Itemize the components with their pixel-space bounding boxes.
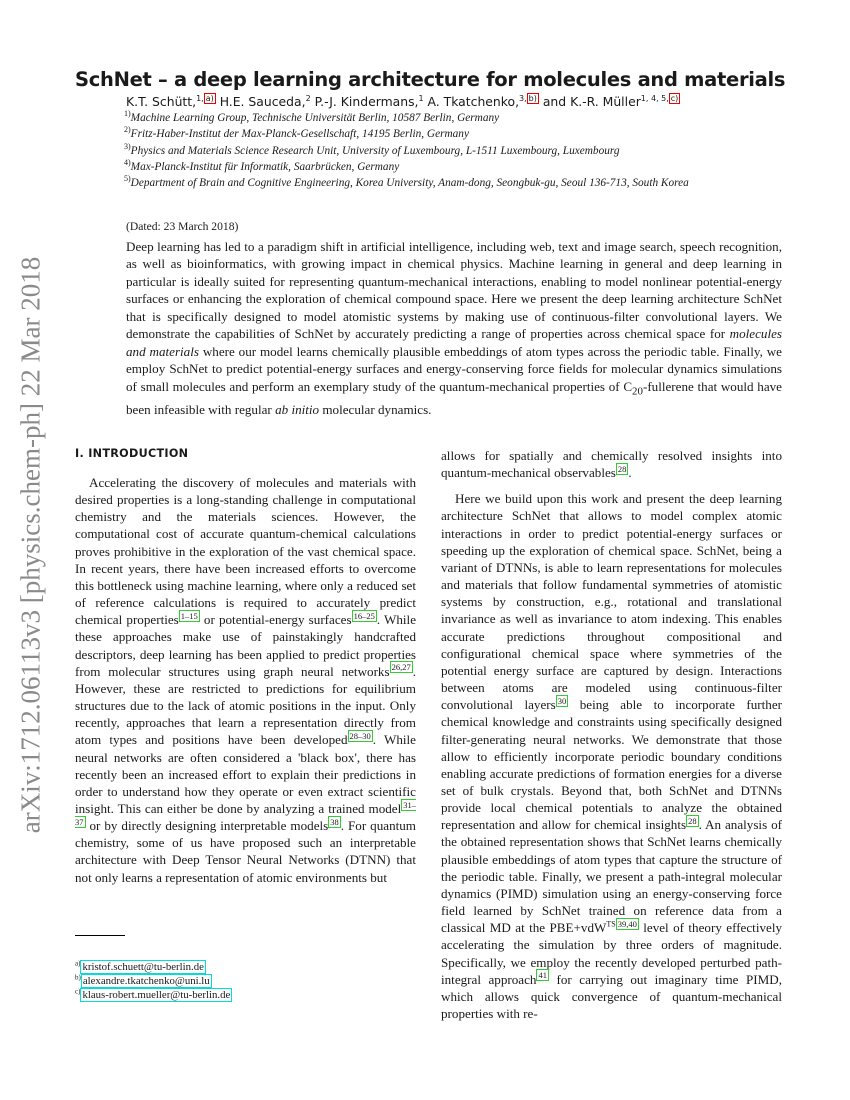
citation-link[interactable]: 31–37 xyxy=(75,799,416,827)
body-text: . An analysis of the obtained representation shows that SchNet learns chemically plausible embeddings of atom types that capture the structure of the periodic table. Finally, we present a path-integral molecular dynamics (PIMD) simulation using an energy-conserving force field learned by SchNet trained on reference data from a classical MD at the PBE+vdW xyxy=(441,817,783,936)
author-name: H.E. Sauceda, xyxy=(215,94,306,109)
author-list xyxy=(126,94,680,109)
subscript: 20 xyxy=(632,385,643,398)
paragraph xyxy=(75,474,416,886)
footnote xyxy=(75,960,232,974)
body-text: level of theory effectively accelerating the simulation by three orders of magnitude. Specifically, we employ the recently developed perturbed path-integral approach xyxy=(441,920,783,987)
footnote-mark: b) xyxy=(75,973,81,982)
body-text: . However, these are restricted to predictions for equilibrium structures due to the lack of atomic positions in the input. Only recently, approaches that learn a representation directly from atom types and positions have been developed xyxy=(75,663,416,748)
affiliation-text: Department of Brain and Cognitive Engineering, Korea University, Anam-dong, Seongbuk-gu, Seoul 136-713, South Korea xyxy=(130,177,689,190)
affiliation-text: Machine Learning Group, Technische Universität Berlin, 10587 Berlin, Germany xyxy=(130,112,500,124)
affiliation-text: Max-Planck-Institut für Informatik, Saarbrücken, Germany xyxy=(130,160,400,173)
body-text: allows for spatially and chemically resolved insights into quantum-mechanical observables xyxy=(441,448,782,481)
body-text: . While neural networks are often considered a 'black box', there has recently been an increased effort to explain their predictions in order to understand how they operate or even extract scientific insight. This can either be done by analyzing a trained model xyxy=(75,732,416,816)
citation-link[interactable]: 26,27 xyxy=(391,662,411,673)
affiliation xyxy=(124,126,774,142)
citation-link[interactable]: 28 xyxy=(688,815,697,826)
section-heading: I. INTRODUCTION xyxy=(75,447,189,460)
body-text: . xyxy=(628,465,632,481)
footnote xyxy=(75,988,232,1002)
footnote-rule xyxy=(75,935,125,936)
citation-link[interactable]: 38 xyxy=(330,816,339,827)
affiliation-number: 1) xyxy=(124,109,131,119)
citation-link[interactable]: 41 xyxy=(538,970,547,981)
footnote-mark: a) xyxy=(75,959,81,968)
footnote-link[interactable]: a) xyxy=(205,93,214,103)
body-text: being able to incorporate further chemical knowledge and constraints using specifically designed filter-generating neural networks. We demonstrate that those allow to efficiently incorporate periodic boundary conditions enabling accurate predictions of formation energies for a diverse set of bulk crystals. Beyond that, both SchNet and DTNNs provide local chemical potentials to analyze the obtained representation and allow for chemical insights xyxy=(441,697,782,833)
body-text: . While these approaches make use of painstakingly handcrafted descriptors, deep learning has been applied to predict properties from molecular structures using graph neural networks xyxy=(75,612,417,679)
citation-link[interactable]: 16–25 xyxy=(353,610,375,621)
citation-link[interactable]: 28–30 xyxy=(349,730,371,741)
footnote-link[interactable]: c) xyxy=(670,93,679,103)
footnote-mark: c) xyxy=(75,987,81,996)
author-name: and K.-R. Müller xyxy=(538,94,641,109)
right-column xyxy=(441,447,782,1022)
affiliation xyxy=(124,143,774,159)
arxiv-identifier: arXiv:1712.06113v3 [physics.chem-ph] 22 Mar 2018 xyxy=(15,256,46,834)
left-column xyxy=(75,474,416,886)
affiliation-number: 3) xyxy=(124,141,131,151)
body-text: or potential-energy surfaces xyxy=(199,612,352,628)
affiliation-mark: 2 xyxy=(305,93,311,103)
date-line: (Dated: 23 March 2018) xyxy=(126,220,239,233)
affiliation-number: 4) xyxy=(124,158,131,168)
email-link[interactable]: klaus-robert.mueller@tu-berlin.de xyxy=(82,989,231,1002)
affiliation-mark: 3, xyxy=(519,93,527,103)
citation-link[interactable]: 28 xyxy=(617,463,627,474)
abstract xyxy=(126,238,782,418)
affiliation xyxy=(124,110,774,126)
affiliation-mark: 1, 4, 5, xyxy=(640,93,669,103)
emphasis-text: ab initio xyxy=(275,401,320,417)
body-text: for carrying out imaginary time PIMD, which allows quick convergence of quantum-mechanical properties with re- xyxy=(441,971,782,1021)
affiliation-mark: 1, xyxy=(196,93,204,103)
affiliation xyxy=(124,175,774,191)
paper-title: SchNet – a deep learning architecture for molecules and materials xyxy=(75,68,786,91)
body-text: Accelerating the discovery of molecules and materials with desired properties is a long-standing challenge in computational chemistry and the materials sciences. However, the computational cost of accurate quantum-chemical calculations proves prohibitive in the exploration of the vast chemical space. In recent years, there have been increased efforts to overcome this bottleneck using machine learning, where only a reduced set of reference calculations is required to accurately predict chemical properties xyxy=(75,475,416,628)
footnote-link[interactable]: b) xyxy=(528,93,537,103)
body-text: or by directly designing interpretable models xyxy=(85,818,329,834)
affiliations xyxy=(124,110,774,191)
body-text: where our model learns chemically plausible embeddings of atom types across the periodic table. Finally, we employ SchNet to predict potential-energy surfaces and energy-conserving force fields for molecular dynamics simulations of small molecules and perform an exemplary study of the quantum-mechanical properties of C xyxy=(126,343,782,394)
footnotes xyxy=(75,960,232,1003)
author-name: K.T. Schütt, xyxy=(126,94,197,109)
affiliation-mark: 1 xyxy=(418,93,424,103)
affiliation xyxy=(124,159,774,175)
paragraph xyxy=(441,490,782,1022)
citation-link[interactable]: 1–15 xyxy=(180,610,198,621)
footnote xyxy=(75,974,232,988)
body-text: -fullerene that would have been infeasible with regular xyxy=(126,378,782,417)
body-text: molecular dynamics. xyxy=(319,401,432,417)
email-link[interactable]: alexandre.tkatchenko@uni.lu xyxy=(82,975,210,988)
affiliation-number: 5) xyxy=(124,174,131,184)
emphasis-text: molecules and materials xyxy=(126,326,782,359)
affiliation-number: 2) xyxy=(124,125,131,135)
paragraph xyxy=(441,447,782,481)
body-text: Deep learning has led to a paradigm shift in artificial intelligence, including web, text and image search, speech recognition, as well as bioinformatics, with growing impact in chemical physics. Machine learning in general and deep learning in particular is ideally suited for representing quantum-mechanical interactions, enabling to model nonlinear potential-energy surfaces or enhancing the exploration of chemical compound space. Here we present the deep learning architecture SchNet that is specifically designed to model atomistic systems by making use of continuous-filter convolutional layers. We demonstrate the capabilities of SchNet by accurately predicting a range of properties across chemical space for xyxy=(126,239,782,342)
body-text: Here we build upon this work and present the deep learning architecture SchNet that allows to model complex atomic interactions in order to predict potential-energy surfaces or speeding up the exploration of chemical space. SchNet, being a variant of DTNNs, is able to learn representations for molecules and materials that follow fundamental symmetries of atomistic systems by construction, e.g., rotational and translational invariance as well as invariance to atom indexing. This enables accurate predictions throughout compositional and configurational chemical space where symmetries of the potential energy surface are captured by design. Interactions between atoms are modeled using continuous-filter convolutional layers xyxy=(441,491,782,713)
citation-link[interactable]: 30 xyxy=(557,695,567,706)
affiliation-text: Fritz-Haber-Institut der Max-Planck-Gesellschaft, 14195 Berlin, Germany xyxy=(130,128,469,141)
author-name: A. Tkatchenko, xyxy=(423,94,520,109)
superscript: TS xyxy=(606,919,616,929)
body-text: . For quantum chemistry, some of us have proposed such an interpretable architecture with Deep Tensor Neural Networks (DTNN) that not only learns a representation of atomic environments but xyxy=(75,818,416,885)
affiliation-text: Physics and Materials Science Research Unit, University of Luxembourg, L-1511 Luxembourg, Luxembourg xyxy=(130,144,620,157)
citation-link[interactable]: 39,40 xyxy=(617,918,637,929)
email-link[interactable]: kristof.schuett@tu-berlin.de xyxy=(82,961,204,973)
author-name: P.-J. Kindermans, xyxy=(310,94,419,109)
